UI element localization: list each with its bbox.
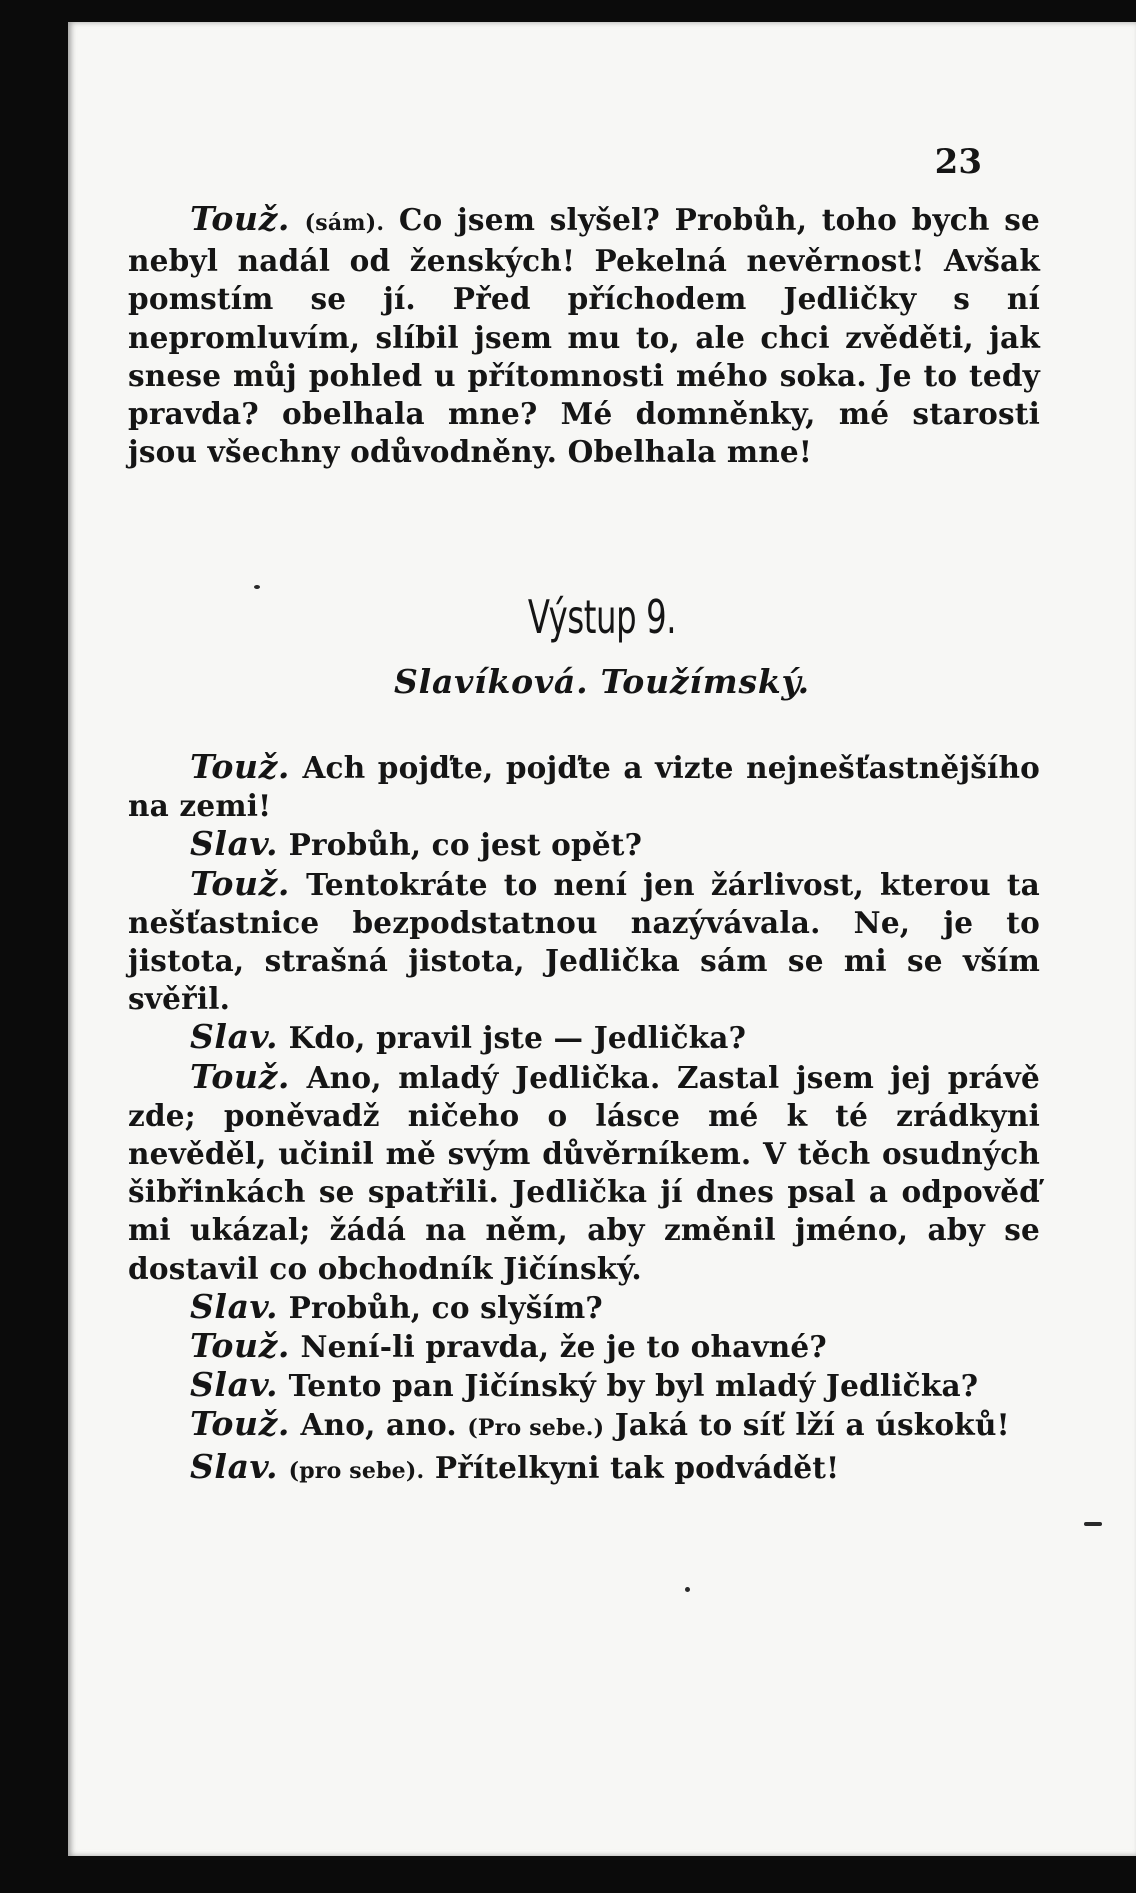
- speech-text: Co jsem slyšel? Probůh, toho bych se nebyl nadál od ženských! Pekelná nevěrnost! Avšak pomstím se jí. Před příchodem Jedličky s ní nepromluvím, slíbil jsem mu to, ale chci zvěděti, jak snese můj pohled u přítomnosti mého soka. Je to tedy pravda? obelhala mne? Mé domněnky, mé starosti jsou všechny odůvodněny. Obelhala mne!: [128, 202, 1040, 470]
- dialogue-line: [128, 748, 1040, 825]
- speech-text: Probůh, co slyším?: [288, 1289, 603, 1325]
- speaker-name: Slav.: [190, 1365, 279, 1405]
- dialogue-line: [128, 825, 1040, 864]
- speaker-name: Touž.: [190, 199, 291, 238]
- speech-paragraph: [128, 200, 1040, 471]
- stage-direction: (Pro sebe.): [467, 1415, 605, 1442]
- dialogue-line: [128, 1018, 1040, 1057]
- dialogue-line: [128, 1405, 1040, 1447]
- page-number: 23: [934, 142, 982, 182]
- speaker-name: Touž.: [190, 1404, 291, 1444]
- speech-text: Probůh, co jest opět?: [288, 827, 643, 863]
- speaker-name: Touž.: [190, 1056, 291, 1096]
- print-speck: [1084, 1522, 1102, 1526]
- speech-text: Kdo, pravil jste — Jedlička?: [288, 1020, 747, 1056]
- speech-text: Ano, mladý Jedlička. Zastal jsem jej právě zde; poněvadž ničeho o lásce mé k té zrádkyni nevěděl, učinil mě svým důvěrníkem. V těch osudných šibřinkách se spatřili. Jedlička jí dnes psal a odpověď mi ukázal; žádá na něm, aby změnil jméno, aby se dostavil co obchodník Jičínský.: [128, 1059, 1040, 1286]
- speaker-name: Slav.: [190, 1286, 279, 1326]
- dialogue-line: [128, 1366, 1040, 1405]
- stage-direction: (pro sebe).: [288, 1457, 425, 1484]
- speech-text: Jaká to síť lží a úskoků!: [614, 1407, 1010, 1443]
- speech-text: Tento pan Jičínský by byl mladý Jedlička?: [288, 1368, 979, 1404]
- dialogue: [128, 748, 1040, 1490]
- book-page: [68, 22, 1136, 1856]
- speaker-name: Touž.: [190, 747, 291, 786]
- print-speck: [685, 1587, 690, 1592]
- scene-title: Výstup 9.: [527, 590, 677, 644]
- stage-direction: (sám).: [304, 210, 385, 236]
- speech-text: Přítelkyni tak podvádět!: [434, 1449, 840, 1485]
- speech-text: Tentokráte to není jen žárlivost, kterou ta nešťastnice bezpodstatnou nazývávala. Ne, je to jistota, strašná jistota, Jedlička sám se mi se vším svěřil.: [128, 866, 1040, 1017]
- scene-characters: Slavíková. Toužímský.: [394, 662, 810, 701]
- speech-text: Není-li pravda, že je to ohavné?: [300, 1329, 827, 1365]
- speech-text: Ano, ano.: [300, 1407, 457, 1443]
- opening-monologue: [128, 200, 1040, 471]
- speaker-name: Touž.: [190, 863, 291, 903]
- speech-text: Ach pojďte, pojďte a vizte nejnešťastnějšího na zemi!: [128, 750, 1040, 824]
- speaker-name: Slav.: [190, 1017, 279, 1057]
- dialogue-line: [128, 1327, 1040, 1366]
- speaker-name: Touž.: [190, 1326, 291, 1366]
- dialogue-line: [128, 1448, 1040, 1490]
- dialogue-line: [128, 865, 1040, 1019]
- speaker-name: Slav.: [190, 824, 279, 864]
- speaker-name: Slav.: [190, 1446, 279, 1486]
- dialogue-line: [128, 1058, 1040, 1288]
- dialogue-line: [128, 1288, 1040, 1327]
- print-speck: [254, 585, 260, 589]
